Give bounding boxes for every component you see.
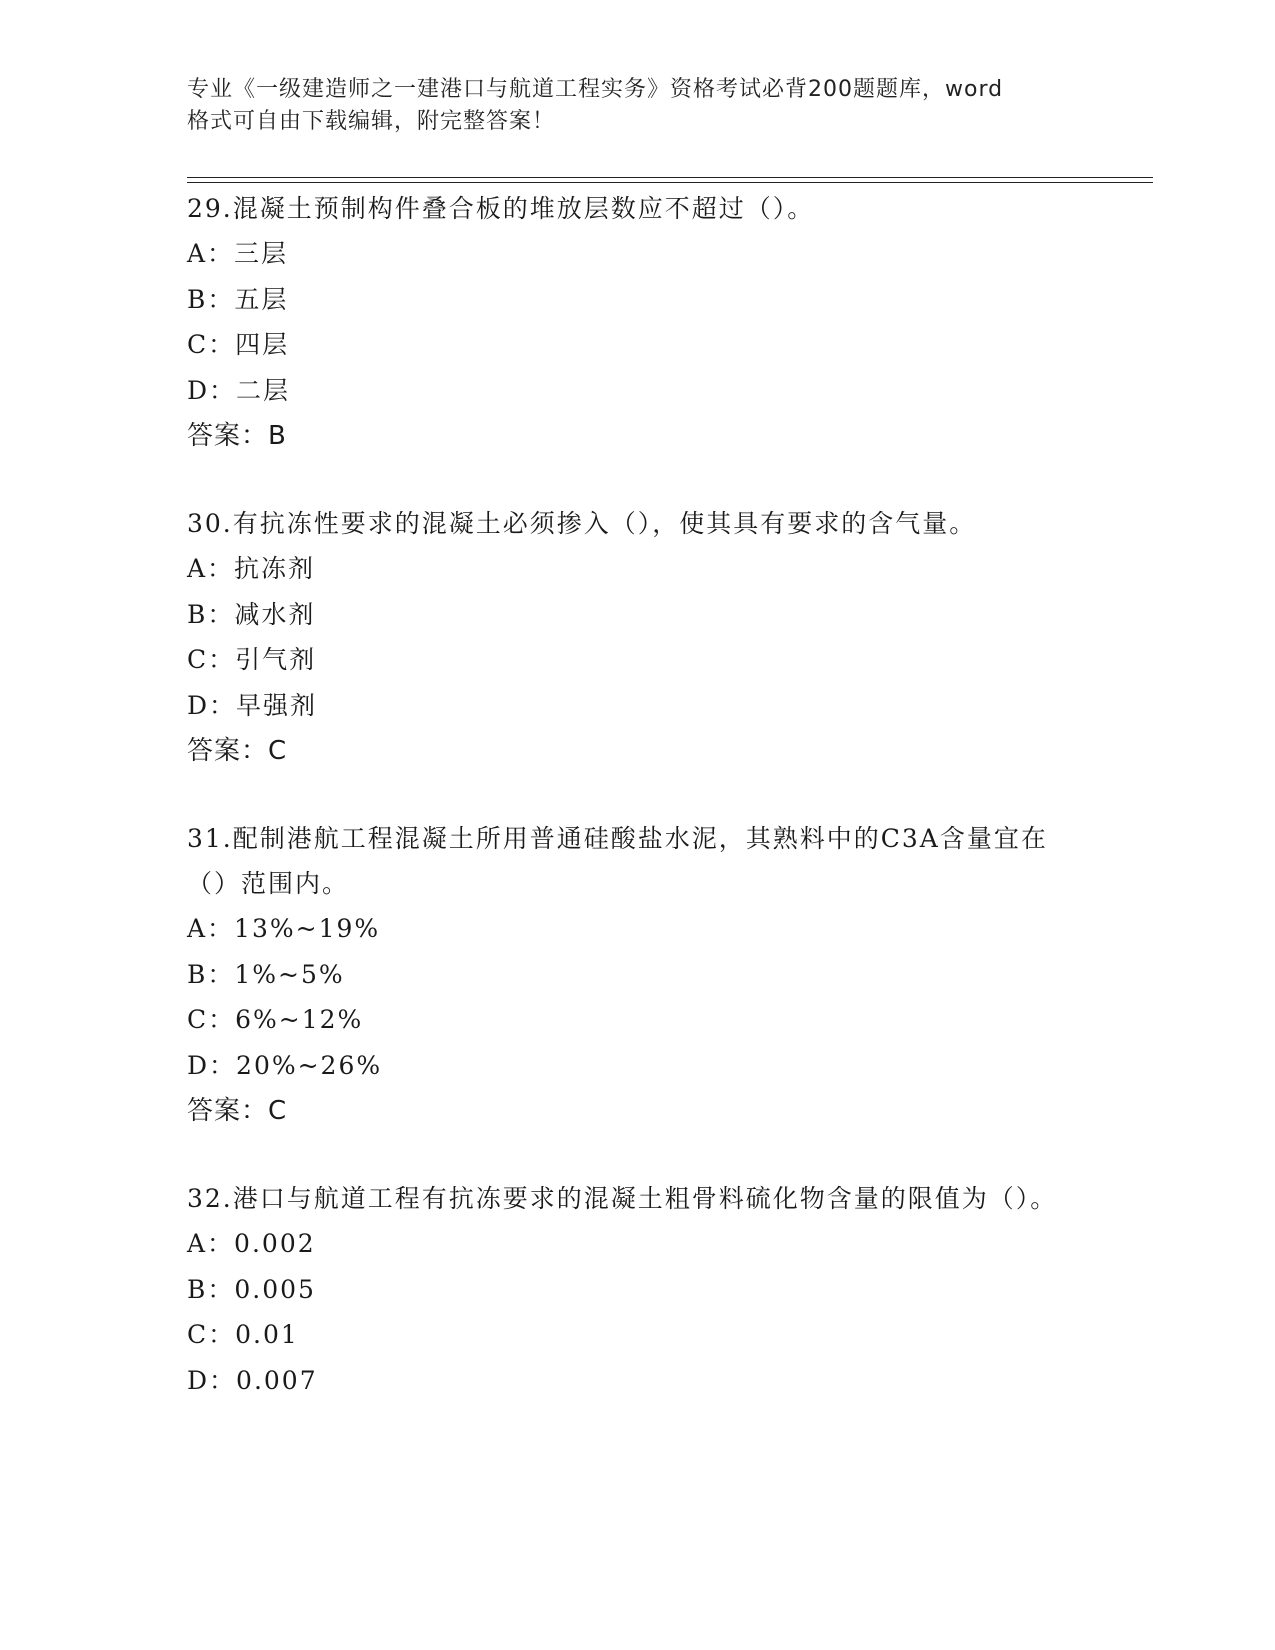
option-c: C：四层	[187, 330, 290, 359]
option-b: B：五层	[187, 284, 289, 314]
option-b: B：0.005	[187, 1274, 316, 1304]
option-d: D：二层	[187, 375, 291, 405]
option-c: C：引气剂	[187, 645, 317, 674]
option-d: D：早强剂	[187, 690, 318, 720]
header-divider-bottom	[187, 182, 1153, 183]
answer-label: 答案：C	[187, 1096, 288, 1126]
question-list	[187, 186, 1087, 1445]
option-a: A：0.002	[187, 1229, 316, 1258]
answer-label: 答案：C	[187, 736, 288, 766]
question-stem: 32.港口与航道工程有抗冻要求的混凝土粗骨料硫化物含量的限值为（）。	[187, 1184, 1058, 1213]
option-c: C：6%~12%	[187, 1005, 364, 1034]
answer-label: 答案：B	[187, 421, 287, 451]
option-d: D：0.007	[187, 1365, 318, 1395]
question-item	[187, 186, 1087, 459]
option-b: B：1%~5%	[187, 959, 345, 989]
option-c: C：0.01	[187, 1320, 299, 1349]
option-d: D：20%~26%	[187, 1050, 383, 1080]
option-a: A：13%~19%	[187, 914, 381, 943]
question-stem: 30.有抗冻性要求的混凝土必须掺入（），使其具有要求的含气量。	[187, 509, 977, 538]
option-b: B：减水剂	[187, 599, 316, 629]
header-line-2: 格式可自由下载编辑，附完整答案！	[187, 109, 556, 134]
question-item	[187, 501, 1087, 774]
document-header	[187, 74, 1067, 138]
option-a: A：三层	[187, 239, 289, 268]
option-a: A：抗冻剂	[187, 554, 316, 583]
question-item	[187, 1176, 1087, 1403]
question-item	[187, 816, 1087, 1134]
header-line-1: 专业《一级建造师之一建港口与航道工程实务》资格考试必背200题题库，word	[187, 77, 1004, 102]
header-divider-top	[187, 177, 1153, 178]
question-stem: 31.配制港航工程混凝土所用普通硅酸盐水泥，其熟料中的C3A含量宜在（）范围内。	[187, 824, 1048, 898]
question-stem: 29.混凝土预制构件叠合板的堆放层数应不超过（）。	[187, 194, 815, 223]
